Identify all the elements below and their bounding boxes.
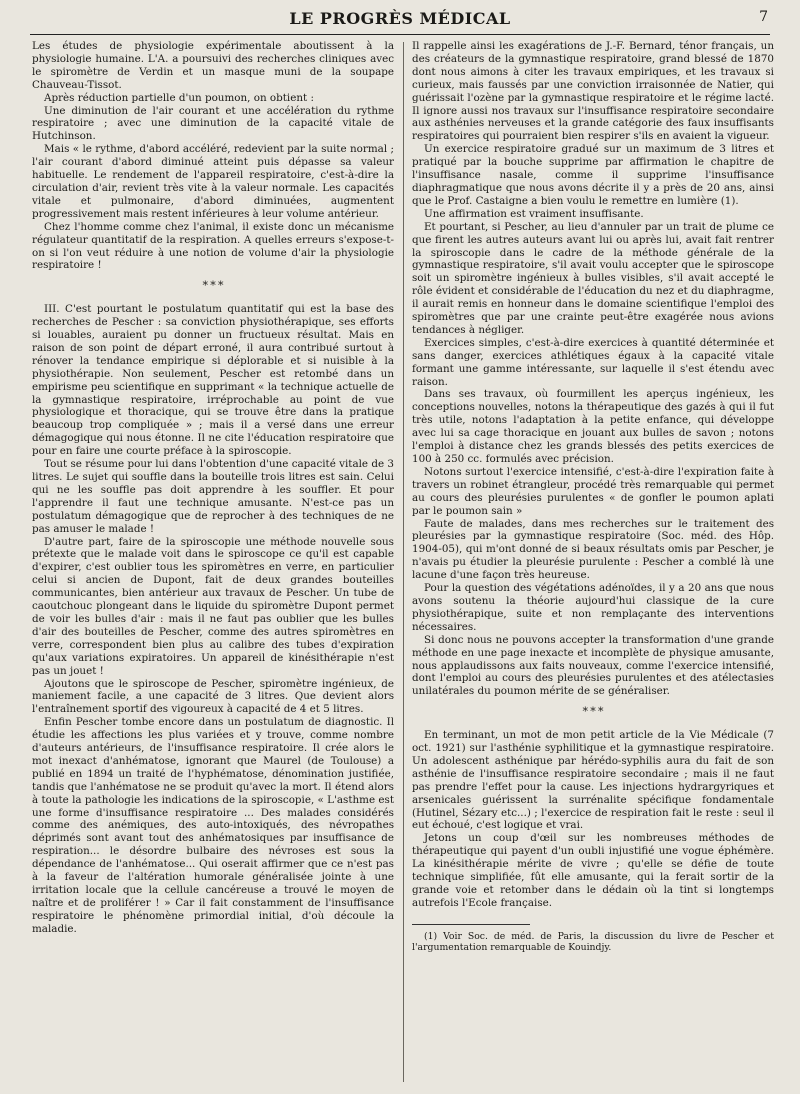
paragraph: Chez l'homme comme chez l'animal, il existe donc un mécanisme régulateur quantitatif de la respiration. A quelles erreurs s'expose-t-on si l'on veut réduire à une notion de volume d'air la physiologie respiratoire ! [32, 220, 394, 272]
paragraph: Tout se résume pour lui dans l'obtention d'une capacité vitale de 3 litres. Le sujet qui souffle dans la bouteille trois litres est sain. Celui qui ne les souffle pas doit apprendre à les souffler. Et pour l'apprendre il faut une technique amusante. N'est-ce pas un postulatum démagogique que de reprocher à des techniques de ne pas amuser le malade ! [32, 458, 394, 535]
column-divider [403, 42, 404, 1082]
paragraph: Et pourtant, si Pescher, au lieu d'annuler par un trait de plume ce que firent les autres auteurs avant lui ou après lui, avait fait rentrer la spiroscopie dans le cadre de la méthode générale de la gymnastique respiratoire, s'il avait voulu accepter que le spiroscope soit un spiromètre ingénieux à bulles visibles, s'il avait accepté le rôle évident et considérable de l'éducation du nez et du diaphragme, il aurait remis en honneur dans le domaine scientifique l'emploi des spiromètres que par une crainte peut-être exagérée nous avions tendances à négliger. [412, 220, 774, 336]
paragraph: Exercices simples, c'est-à-dire exercices à quantité déterminée et sans danger, exercices athlétiques égaux à la capacité vitale formant une gamme intéressante, sur laquelle il s'est étendu avec raison. [412, 336, 774, 388]
paragraph: III. C'est pourtant le postulatum quantitatif qui est la base des recherches de Pescher : sa conviction physiothérapique, ses efforts si louables, auraient pu donner un fructueux résultat. Mais en raison de son point de départ erroné, il aura contribué surtout à rénover la tendance empirique si déplorable et si nuisible à la physiothérapie. Non seulement, Pescher est retombé dans un empirisme peu scientifique en supprimant « la technique actuelle de la gymnastique respiratoire, irréprochable au point de vue physiologique et thoracique, qui se trouve être dans la pratique beaucoup trop compliquée » ; mais il a versé dans une erreur démagogique qui nous étonne. Il ne cite l'éducation respiratoire que pour en faire une courte préface à la spiroscopie. [32, 303, 394, 458]
right-column [412, 40, 774, 1060]
paragraph: Dans ses travaux, où fourmillent les aperçus ingénieux, les conceptions nouvelles, notons la thérapeutique des gazés à qui il fut très utile, notons l'adaptation à la petite enfance, qui développe avec lui sa cage thoracique en jouant aux bulles de savon ; notons l'emploi à distance chez les grands blessés des petits exercices de 100 à 250 cc. formulés avec précision. [412, 388, 774, 465]
paragraph: Jetons un coup d'œil sur les nombreuses méthodes de thérapeutique qui payent d'un oubli injustifié une vogue éphémère. La kinésithérapie mérite de vivre ; qu'elle se défie de toute technique simplifiée, fût elle amusante, qui la ferait sortir de la grande voie et retomber dans le dédain où la tint si longtemps autrefois l'Ecole française. [412, 832, 774, 909]
paragraph: Enfin Pescher tombe encore dans un postulatum de diagnostic. Il étudie les affections les plus variées et y trouve, comme nombre d'auteurs antérieurs, de l'insuffisance respiratoire. Il crée alors le mot inexact d'anhématose, ignorant que Maurel (de Toulouse) a publié en 1894 un traité de l'hyphématose, dénomination justifiée, tandis que l'anhématose ne se produit qu'avec la mort. Il étend alors à toute la pathologie les indications de la spiroscopie, « L'asthme est une forme d'insuffisance respiratoire ... Des malades considérés comme des anémiques, des auto-intoxiqués, des névropathes déprimés sont avant tout des anhématosiques par insuffisance de respiration... le désordre bulbaire des névroses est sous la dépendance de l'anhématose... Qui oserait affirmer que ce n'est pas à la faveur de l'altération humorale généralisée jointe à une irritation locale que la cellule cancéreuse a trouvé le moyen de naître et de proliférer ! » Car il fait constamment de l'insuffisance respiratoire le phénomène primordial initial, d'où découle la maladie. [32, 716, 394, 935]
footnote-rule [412, 924, 530, 925]
paragraph: Notons surtout l'exercice intensifié, c'est-à-dire l'expiration faite à travers un robinet étrangleur, procédé très remarquable qui permet au cours des pleurésies purulentes « de gonfler le poumon aplati par le poumon sain » [412, 465, 774, 517]
running-title: LE PROGRÈS MÉDICAL [289, 9, 511, 28]
page-header [30, 6, 770, 35]
paragraph: Si donc nous ne pouvons accepter la transformation d'une grande méthode en une page inexacte et incomplète de physique amusante, nous applaudissons aux faits nouveaux, comme l'exercice intensifié, dont l'emploi au cours des pleurésies purulentes et des atélectasies unilatérales du poumon mérite de se généraliser. [412, 633, 774, 698]
paragraph: Une affirmation est vraiment insuffisante. [424, 207, 644, 220]
paragraph: Un exercice respiratoire gradué sur un maximum de 3 litres et pratiqué par la bouche supprime par affirmation le chapitre de l'insuffisance nasale, comme il supprime l'insuffisance diaphragmatique que nous avons décrite il y a près de 20 ans, ainsi que le Prof. Castaigne a bien voulu le remettre en lumière (1). [412, 143, 774, 207]
paragraph: D'autre part, faire de la spiroscopie une méthode nouvelle sous prétexte que le malade voit dans le spiroscope ce qu'il est capable d'expirer, c'est oublier tous les spiromètres en verre, en particulier celui si ancien de Dupont, fait de deux grandes bouteilles communicantes, bien antérieur aux travaux de Pescher. Un tube de caoutchouc plongeant dans le liquide du spiromètre Dupont permet de voir les bulles d'air : mais il ne faut pas oublier que les bulles d'air des bouteilles de Pescher, comme des autres spiromètres en verre, correspondent bien plus au calibre des tubes d'expiration qu'aux variations expiratoires. Un appareil de kinésithérapie n'est pas un jouet ! [32, 535, 394, 677]
paragraph: Faute de malades, dans mes recherches sur le traitement des pleurésies par la gymnastique respiratoire (Soc. méd. des Hôp. 1904-05), qui m'ont donné de si beaux résultats omis par Pescher, je n'avais pu étudier la pleurésie purulente : Pescher a comblé là une lacune d'une façon très heureuse. [412, 517, 774, 582]
section-separator: * * * [202, 279, 224, 293]
paragraph: En terminant, un mot de mon petit article de la Vie Médicale (7 oct. 1921) sur l'asthénie syphilitique et la gymnastique respiratoire. Un adolescent asthénique par hérédo-syphilis aura du fait de son asthénie de l'insuffisance respiratoire secondaire ; mais il ne faut pas prendre l'effet pour la cause. Les injections hydrargyriques et arsenicales guérissent la surrénalite spécifique fondamentale (Hutinel, Sézary etc...) ; l'exercice de respiration fait le reste : seul il eut échoué, c'est logique et vrai. [412, 729, 774, 832]
section-separator: * * * [582, 705, 604, 719]
left-column [32, 40, 394, 1060]
paragraph: Une diminution de l'air courant et une accélération du rythme respiratoire ; avec une diminution de la capacité vitale de Hutchinson. [32, 104, 394, 143]
paragraph: Ajoutons que le spiroscope de Pescher, spiromètre ingénieux, de maniement facile, a une capacité de 3 litres. Que devient alors l'entraînement sportif des vigoureux à capacité de 4 et 5 litres. [32, 677, 394, 716]
paragraph: Pour la question des végétations adénoïdes, il y a 20 ans que nous avons soutenu la théorie aujourd'hui classique de la cure physiothérapique, suite et non remplaçante des interventions nécessaires. [412, 582, 774, 633]
paragraph: Après réduction partielle d'un poumon, on obtient : [44, 91, 314, 104]
paragraph: Mais « le rythme, d'abord accéléré, redevient par la suite normal ; l'air courant d'abord diminué atteint puis dépasse sa valeur habituelle. Le rendement de l'appareil respiratoire, c'est-à-dire la circulation d'air, revient très vite à la valeur normale. Les capacités vitale et pulmonaire, d'abord diminuées, augmentent progressivement mais restent inférieures à leur volume antérieur. [32, 143, 394, 220]
footnote: (1) Voir Soc. de méd. de Paris, la discussion du livre de Pescher et l'argumentation remarquable de Kouindjy. [412, 930, 774, 954]
paragraph: Il rappelle ainsi les exagérations de J.-F. Bernard, ténor français, un des créateurs de la gymnastique respiratoire, grand blessé de 1870 dont nous aimons à citer les travaux empiriques, et les travaux si curieux, mais faussés par une conviction irraisonnée de Natier, qui guérissait l'ozène par la gymnastique respiratoire et le régime lacté. Il ignore aussi nos travaux sur l'insuffisance respiratoire secondaire aux asthénies nerveuses et la grande catégorie des faux insuffisants respiratoires qui pourraient bien respirer s'ils en avaient la vigueur. [412, 40, 774, 143]
page-number: 7 [759, 9, 768, 25]
paragraph: Les études de physiologie expérimentale aboutissent à la physiologie humaine. L'A. a poursuivi des recherches cliniques avec le spiromètre de Verdin et un masque muni de la soupape Chauveau-Tissot. [32, 40, 394, 91]
